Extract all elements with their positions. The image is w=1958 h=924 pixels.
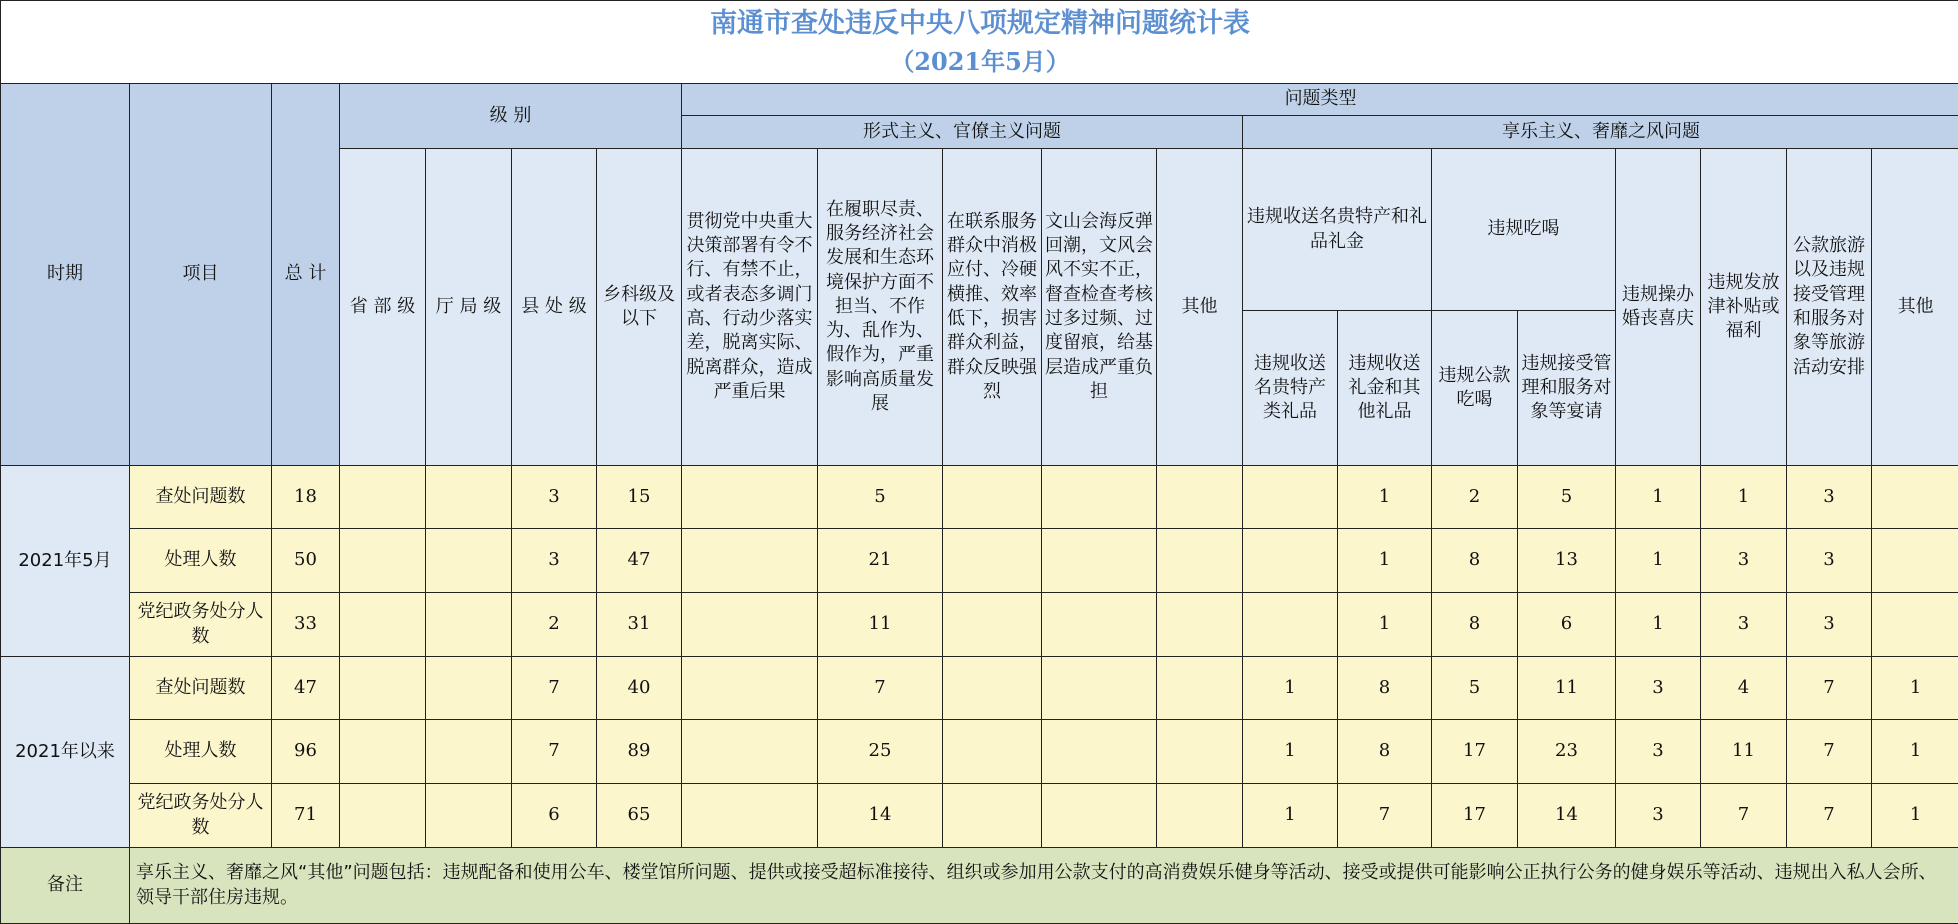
cell-value: 23: [1518, 720, 1616, 784]
cell-value: 40: [597, 657, 682, 720]
cell-value: [1872, 593, 1958, 657]
cell-value: 47: [597, 529, 682, 593]
cell-value: 11: [1701, 720, 1787, 784]
cell-value: 1: [1872, 784, 1958, 848]
cell-value: 7: [1787, 720, 1872, 784]
cell-value: 3: [512, 529, 597, 593]
cell-value: 3: [1787, 529, 1872, 593]
cell-value: [426, 466, 512, 529]
table-title: [1, 1, 1958, 84]
cell-value: [1243, 529, 1338, 593]
header-subsidies: 违规发放津补贴或福利: [1701, 149, 1787, 466]
header-gift-specialties: 违规收送名贵特产类礼品: [1243, 311, 1338, 466]
cell-value: [1872, 529, 1958, 593]
header-hedonism-group: 享乐主义、奢靡之风问题: [1243, 116, 1958, 149]
cell-value: 8: [1432, 529, 1518, 593]
cell-value: 50: [272, 529, 340, 593]
cell-value: 3: [1701, 529, 1787, 593]
cell-value: [682, 657, 818, 720]
cell-value: 47: [272, 657, 340, 720]
header-dining-banquets: 违规接受管理和服务对象等宴请: [1518, 311, 1616, 466]
cell-value: [426, 784, 512, 848]
cell-value: [1157, 657, 1243, 720]
cell-value: [340, 593, 426, 657]
header-total: 总 计: [272, 84, 340, 466]
cell-value: 3: [1616, 720, 1701, 784]
row-item-label: 查处问题数: [130, 466, 272, 529]
cell-value: 5: [1432, 657, 1518, 720]
cell-value: 17: [1432, 784, 1518, 848]
cell-value: [426, 720, 512, 784]
cell-value: 1: [1616, 593, 1701, 657]
header-item: 项目: [130, 84, 272, 466]
cell-value: 3: [1787, 593, 1872, 657]
cell-value: [943, 593, 1042, 657]
cell-value: [1157, 593, 1243, 657]
row-item-label: 处理人数: [130, 720, 272, 784]
cell-value: 1: [1616, 529, 1701, 593]
cell-value: [1042, 784, 1157, 848]
cell-value: [943, 529, 1042, 593]
cell-value: 15: [597, 466, 682, 529]
cell-value: [1157, 784, 1243, 848]
cell-value: 1: [1872, 720, 1958, 784]
title-line-2: （2021年5月）: [4, 44, 1956, 80]
cell-value: [1042, 466, 1157, 529]
cell-value: 1: [1338, 593, 1432, 657]
cell-value: 14: [818, 784, 943, 848]
cell-value: [340, 720, 426, 784]
cell-value: 25: [818, 720, 943, 784]
cell-value: 18: [272, 466, 340, 529]
cell-value: [1042, 593, 1157, 657]
cell-value: 8: [1432, 593, 1518, 657]
cell-value: 1: [1872, 657, 1958, 720]
header-level-departmental: 厅 局 级: [426, 149, 512, 466]
cell-value: 1: [1338, 529, 1432, 593]
cell-value: 7: [1787, 784, 1872, 848]
cell-value: [340, 784, 426, 848]
cell-value: [682, 529, 818, 593]
table-row: [1, 720, 1958, 784]
cell-value: 1: [1701, 466, 1787, 529]
cell-value: 11: [818, 593, 943, 657]
header-gift-cash: 违规收送礼金和其他礼品: [1338, 311, 1432, 466]
header-formalism-other: 其他: [1157, 149, 1243, 466]
table-row: [1, 593, 1958, 657]
cell-value: 8: [1338, 657, 1432, 720]
cell-value: 3: [1616, 657, 1701, 720]
header-formalism-meetings: 文山会海反弹回潮，文风会风不实不正，督查检查考核过多过频、过度留痕，给基层造成严重负担: [1042, 149, 1157, 466]
header-dining-public-funds: 违规公款吃喝: [1432, 311, 1518, 466]
cell-value: 14: [1518, 784, 1616, 848]
header-dining-group: 违规吃喝: [1432, 149, 1616, 311]
cell-value: [682, 593, 818, 657]
header-formalism-service: 在联系服务群众中消极应付、冷硬横推、效率低下，损害群众利益，群众反映强烈: [943, 149, 1042, 466]
cell-value: 1: [1243, 657, 1338, 720]
cell-value: 8: [1338, 720, 1432, 784]
cell-value: [1243, 593, 1338, 657]
cell-value: [1872, 466, 1958, 529]
row-item-label: 党纪政务处分人数: [130, 784, 272, 848]
cell-value: [1157, 720, 1243, 784]
header-gift-group: 违规收送名贵特产和礼品礼金: [1243, 149, 1432, 311]
cell-value: 1: [1243, 784, 1338, 848]
cell-value: [426, 529, 512, 593]
row-item-label: 处理人数: [130, 529, 272, 593]
cell-value: 7: [1787, 657, 1872, 720]
cell-value: 1: [1616, 466, 1701, 529]
header-level-county: 县 处 级: [512, 149, 597, 466]
table-row: [1, 466, 1958, 529]
note-text: 享乐主义、奢靡之风“其他”问题包括：违规配备和使用公车、楼堂馆所问题、提供或接受超标准接待、组织或参加用公款支付的高消费娱乐健身等活动、接受或提供可能影响公正执行公务的健身娱乐等活动、违规出入私人会所、领导干部住房违规。: [130, 848, 1958, 924]
cell-value: 89: [597, 720, 682, 784]
cell-value: 17: [1432, 720, 1518, 784]
cell-value: [1042, 529, 1157, 593]
period-label: 2021年以来: [1, 657, 130, 848]
cell-value: 3: [512, 466, 597, 529]
cell-value: [682, 466, 818, 529]
cell-value: 11: [1518, 657, 1616, 720]
cell-value: [340, 529, 426, 593]
cell-value: [943, 720, 1042, 784]
header-formalism-decision: 贯彻党中央重大决策部署有令不行、有禁不止，或者表态多调门高、行动少落实差，脱离实际、脱离群众，造成严重后果: [682, 149, 818, 466]
header-level-provincial: 省 部 级: [340, 149, 426, 466]
row-item-label: 查处问题数: [130, 657, 272, 720]
row-item-label: 党纪政务处分人数: [130, 593, 272, 657]
cell-value: 7: [1338, 784, 1432, 848]
header-formalism-duty: 在履职尽责、服务经济社会发展和生态环境保护方面不担当、不作为、乱作为、假作为，严重影响高质量发展: [818, 149, 943, 466]
cell-value: 3: [1616, 784, 1701, 848]
cell-value: [943, 784, 1042, 848]
cell-value: 5: [818, 466, 943, 529]
header-travel: 公款旅游以及违规接受管理和服务对象等旅游活动安排: [1787, 149, 1872, 466]
cell-value: 1: [1338, 466, 1432, 529]
table-row: [1, 529, 1958, 593]
header-period: 时期: [1, 84, 130, 466]
header-level-township: 乡科级及以下: [597, 149, 682, 466]
cell-value: 3: [1787, 466, 1872, 529]
period-label: 2021年5月: [1, 466, 130, 657]
cell-value: 4: [1701, 657, 1787, 720]
header-level: 级 别: [340, 84, 682, 149]
cell-value: [1157, 529, 1243, 593]
cell-value: 33: [272, 593, 340, 657]
cell-value: 6: [1518, 593, 1616, 657]
cell-value: 7: [818, 657, 943, 720]
cell-value: [1157, 466, 1243, 529]
cell-value: 31: [597, 593, 682, 657]
cell-value: [426, 657, 512, 720]
cell-value: 7: [1701, 784, 1787, 848]
cell-value: [682, 784, 818, 848]
cell-value: [943, 466, 1042, 529]
cell-value: 3: [1701, 593, 1787, 657]
cell-value: [1042, 657, 1157, 720]
cell-value: 2: [1432, 466, 1518, 529]
cell-value: [682, 720, 818, 784]
header-weddings-funerals: 违规操办婚丧喜庆: [1616, 149, 1701, 466]
table-row: [1, 784, 1958, 848]
table-row: [1, 657, 1958, 720]
cell-value: 5: [1518, 466, 1616, 529]
cell-value: 7: [512, 720, 597, 784]
cell-value: 71: [272, 784, 340, 848]
cell-value: [1243, 466, 1338, 529]
cell-value: [1042, 720, 1157, 784]
cell-value: 13: [1518, 529, 1616, 593]
cell-value: [426, 593, 512, 657]
cell-value: 96: [272, 720, 340, 784]
cell-value: 1: [1243, 720, 1338, 784]
cell-value: 6: [512, 784, 597, 848]
cell-value: [943, 657, 1042, 720]
title-line-1: 南通市查处违反中央八项规定精神问题统计表: [4, 4, 1956, 45]
header-formalism-group: 形式主义、官僚主义问题: [682, 116, 1243, 149]
note-label: 备注: [1, 848, 130, 924]
cell-value: 7: [512, 657, 597, 720]
cell-value: 21: [818, 529, 943, 593]
note-row: [1, 848, 1958, 924]
cell-value: [340, 657, 426, 720]
cell-value: 2: [512, 593, 597, 657]
header-hedonism-other: 其他: [1872, 149, 1958, 466]
header-problem-type: 问题类型: [682, 84, 1958, 116]
cell-value: [340, 466, 426, 529]
cell-value: 65: [597, 784, 682, 848]
